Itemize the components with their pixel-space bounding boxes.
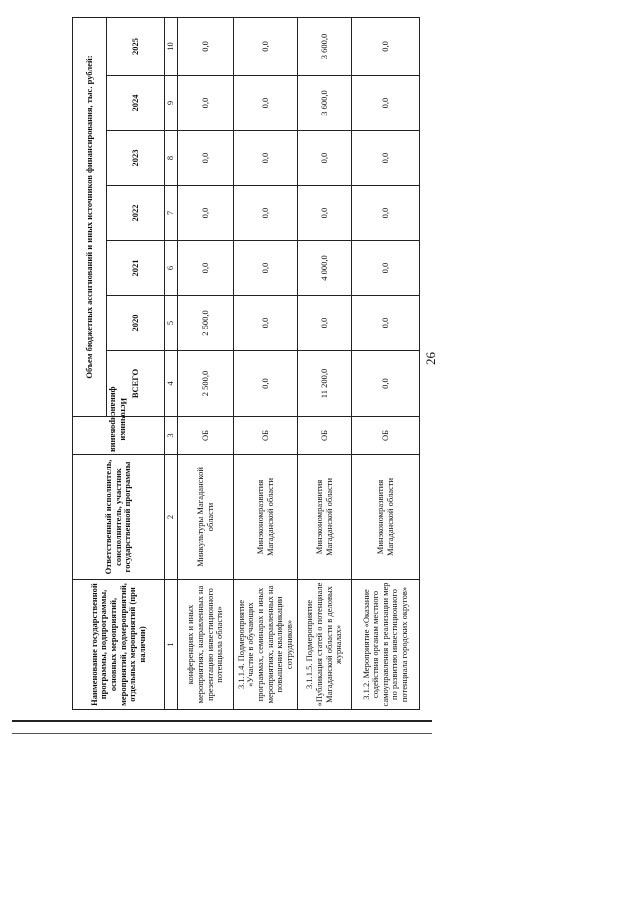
row-value-2025: 0,0 <box>234 17 298 75</box>
rotated-page <box>72 18 524 710</box>
table-row <box>352 17 420 709</box>
row-value-2023: 0,0 <box>298 131 352 186</box>
header-year-2023: 2023 <box>107 131 165 186</box>
header-year-2020: 2020 <box>107 296 165 351</box>
index-cell: 9 <box>165 76 178 131</box>
row-value-2025: 0,0 <box>178 17 234 75</box>
row-responsible: Минэкономразвития Магаданской области <box>234 455 298 580</box>
table-row <box>298 17 352 709</box>
row-value-2020: 0,0 <box>298 296 352 351</box>
row-value-2020: 0,0 <box>352 296 420 351</box>
row-responsible: Минэкономразвития Магаданской области <box>352 455 420 580</box>
row-value-2025: 3 600,0 <box>298 17 352 75</box>
row-value-2023: 0,0 <box>178 131 234 186</box>
row-value-2022: 0,0 <box>352 186 420 241</box>
row-source: ОБ <box>234 417 298 455</box>
row-responsible: Минэкономразвития Магаданской области <box>298 455 352 580</box>
divider-line <box>12 720 432 722</box>
page-number: 26 <box>423 352 438 365</box>
index-cell: 10 <box>165 17 178 75</box>
row-responsible: Минкультуры Магаданской области <box>178 455 234 580</box>
row-name: 3.1.2. Мероприятие «Оказание содействия органам местного самоуправления в реализации мер по развитию инвестиционного потенциала городских округов» <box>352 580 420 710</box>
header-year-2022: 2022 <box>107 186 165 241</box>
table-row <box>178 17 234 709</box>
index-row <box>165 17 178 709</box>
row-value-2021: 0,0 <box>234 241 298 296</box>
row-source: ОБ <box>352 417 420 455</box>
header-source-text: Источники финансирования <box>109 386 130 453</box>
header-responsible: Ответственный исполнитель, соисполнитель, участник государственной программы <box>73 455 165 580</box>
header-source <box>73 386 165 455</box>
header-year-2025: 2025 <box>107 17 165 75</box>
header-year-2021: 2021 <box>107 241 165 296</box>
row-value-total: 0,0 <box>352 351 420 417</box>
financing-table <box>72 17 420 710</box>
row-value-2025: 0,0 <box>352 17 420 75</box>
header-volume: Объем бюджетных ассигнований и иных источников финансирования, тыс. рублей: <box>73 17 107 416</box>
row-value-2024: 3 600,0 <box>298 76 352 131</box>
header-year-2024: 2024 <box>107 76 165 131</box>
header-name: Наименование государственной программы, подпрограммы, основных мероприятий, мероприятий, подмероприятий, отдельных мероприятий (при наличии) <box>73 580 165 710</box>
index-cell: 6 <box>165 241 178 296</box>
row-source: ОБ <box>178 417 234 455</box>
row-name: конференциях и иных мероприятиях, направленных на презентацию инвестиционного потенциала области» <box>178 580 234 710</box>
index-cell: 5 <box>165 296 178 351</box>
index-cell: 2 <box>165 455 178 580</box>
index-cell: 8 <box>165 131 178 186</box>
row-value-2022: 0,0 <box>234 186 298 241</box>
row-value-2024: 0,0 <box>178 76 234 131</box>
row-source: ОБ <box>298 417 352 455</box>
table-row <box>234 17 298 709</box>
row-value-2020: 2 500,0 <box>178 296 234 351</box>
row-value-2020: 0,0 <box>234 296 298 351</box>
row-value-2021: 0,0 <box>352 241 420 296</box>
row-value-2024: 0,0 <box>234 76 298 131</box>
row-value-total: 2 500,0 <box>178 351 234 417</box>
row-value-2021: 0,0 <box>178 241 234 296</box>
index-cell: 1 <box>165 580 178 710</box>
row-name: 3.1.1.4. Подмероприятие «Участие в обучающих программах, семинарах и иных мероприятиях, направленных на повышение квалификации сотрудников» <box>234 580 298 710</box>
index-cell: 3 <box>165 417 178 455</box>
row-value-2023: 0,0 <box>234 131 298 186</box>
index-cell: 7 <box>165 186 178 241</box>
row-value-2023: 0,0 <box>352 131 420 186</box>
row-value-2022: 0,0 <box>298 186 352 241</box>
row-name: 3.1.1.5. Подмероприятие «Публикация статей о потенциале Магаданской области в деловых журналах» <box>298 580 352 710</box>
index-cell: 4 <box>165 351 178 417</box>
header-year-total: ВСЕГО <box>107 351 165 417</box>
row-value-total: 0,0 <box>234 351 298 417</box>
divider-line <box>12 733 432 734</box>
row-value-2022: 0,0 <box>178 186 234 241</box>
row-value-total: 11 200,0 <box>298 351 352 417</box>
row-value-2024: 0,0 <box>352 76 420 131</box>
row-value-2021: 4 000,0 <box>298 241 352 296</box>
